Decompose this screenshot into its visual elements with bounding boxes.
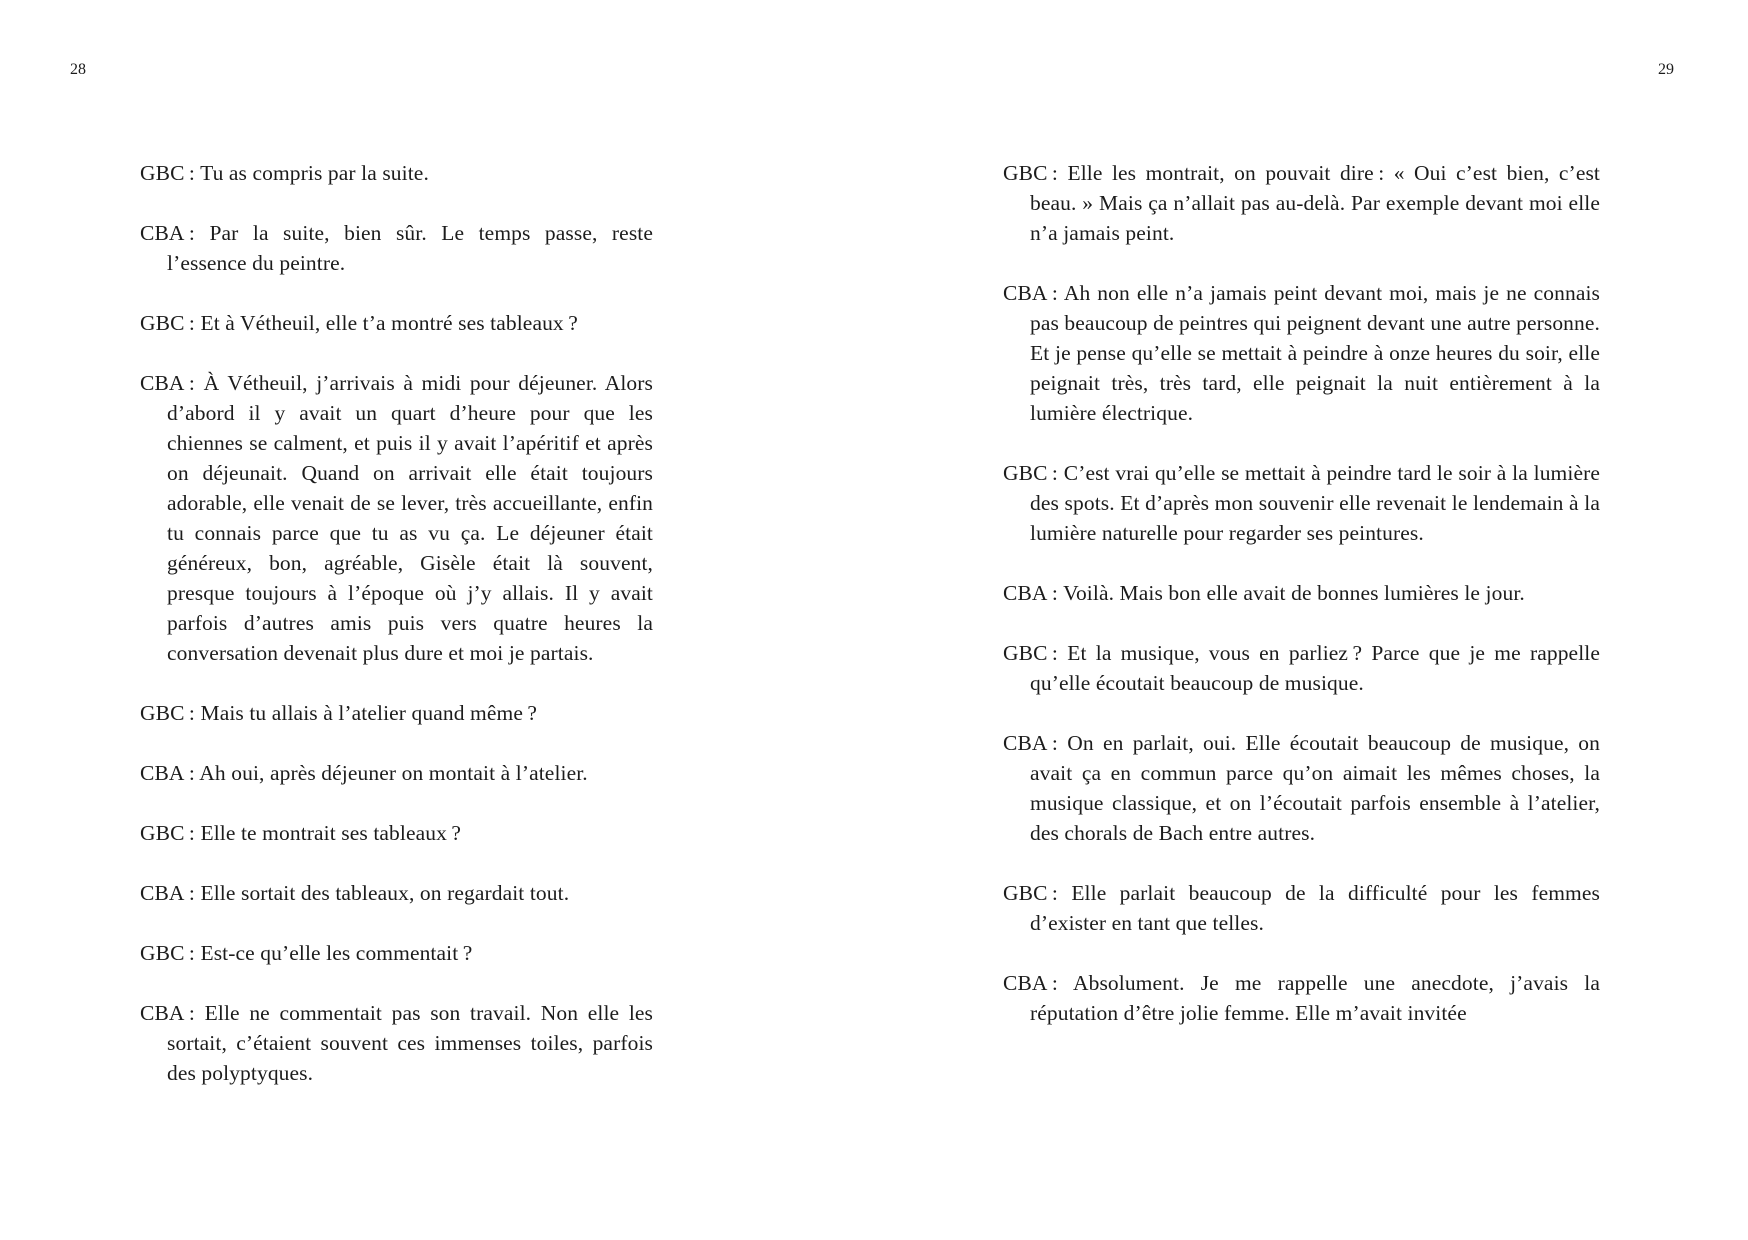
dialogue-paragraph [140,878,653,908]
dialogue-text: Elle parlait beaucoup de la difficulté pour les femmes d’exister en tant que telles. [1030,881,1600,935]
page-left-text-block [140,158,653,1088]
dialogue-paragraph [1003,278,1600,428]
dialogue-text: Ah oui, après déjeuner on montait à l’atelier. [199,761,588,785]
dialogue-paragraph [1003,638,1600,698]
dialogue-text: À Vétheuil, j’arrivais à midi pour déjeuner. Alors d’abord il y avait un quart d’heure pour que les chiennes se calment, et puis il y avait l’apéritif et après on déjeunait. Quand on arrivait elle était toujours adorable, elle venait de se lever, très accueillante, enfin tu connais parce que tu as vu ça. Le déjeuner était généreux, bon, agréable, Gisèle était là souvent, presque toujours à l’époque où j’y allais. Il y avait parfois d’autres amis puis vers quatre heures la conversation devenait plus dure et moi je partais. [167,371,654,665]
dialogue-paragraph [140,368,653,668]
speaker-label: CBA : [1003,731,1058,755]
speaker-label: GBC : [140,161,195,185]
dialogue-paragraph [140,218,653,278]
dialogue-text: Elle te montrait ses tableaux ? [200,821,462,845]
speaker-label: CBA : [1003,971,1058,995]
dialogue-text: Par la suite, bien sûr. Le temps passe, reste l’essence du peintre. [167,221,654,275]
speaker-label: GBC : [140,311,195,335]
speaker-label: GBC : [1003,161,1058,185]
speaker-label: CBA : [1003,281,1058,305]
dialogue-text: On en parlait, oui. Elle écoutait beaucoup de musique, on avait ça en commun parce qu’on aimait les mêmes choses, la musique classique, et on l’écoutait parfois ensemble à l’atelier, des chorals de Bach entre autres. [1030,731,1600,845]
speaker-label: CBA : [140,221,195,245]
page-number-right: 29 [1658,61,1674,78]
dialogue-text: Est-ce qu’elle les commentait ? [200,941,473,965]
dialogue-paragraph [1003,878,1600,938]
dialogue-paragraph [140,998,653,1088]
dialogue-text: C’est vrai qu’elle se mettait à peindre tard le soir à la lumière des spots. Et d’après mon souvenir elle revenait le lendemain à la lumière naturelle pour regarder ses peintures. [1030,461,1600,545]
speaker-label: CBA : [140,1001,195,1025]
dialogue-text: Et à Vétheuil, elle t’a montré ses tableaux ? [200,311,578,335]
speaker-label: CBA : [140,371,195,395]
dialogue-paragraph [1003,158,1600,248]
speaker-label: GBC : [1003,881,1058,905]
speaker-label: CBA : [1003,581,1058,605]
dialogue-text: Elle ne commentait pas son travail. Non elle les sortait, c’étaient souvent ces immenses toiles, parfois des polyptyques. [167,1001,653,1085]
dialogue-paragraph [140,698,653,728]
dialogue-paragraph [140,758,653,788]
dialogue-paragraph [1003,968,1600,1028]
dialogue-text: Tu as compris par la suite. [200,161,429,185]
dialogue-text: Et la musique, vous en parliez ? Parce que je me rappelle qu’elle écoutait beaucoup de musique. [1030,641,1600,695]
dialogue-text: Elle les montrait, on pouvait dire : « Oui c’est bien, c’est beau. » Mais ça n’allait pas au-delà. Par exemple devant moi elle n’a jamais peint. [1030,161,1601,245]
dialogue-text: Elle sortait des tableaux, on regardait tout. [200,881,570,905]
page-number-left: 28 [70,61,86,78]
speaker-label: GBC : [140,701,195,725]
dialogue-text: Mais tu allais à l’atelier quand même ? [200,701,538,725]
speaker-label: GBC : [1003,461,1058,485]
speaker-label: CBA : [140,761,195,785]
dialogue-paragraph [140,308,653,338]
page-right-text-block [1003,158,1600,1028]
dialogue-text: Ah non elle n’a jamais peint devant moi, mais je ne connais pas beaucoup de peintres qui peignent devant une autre personne. Et je pense qu’elle se mettait à peindre à onze heures du soir, elle peignait très, très tard, elle peignait la nuit entièrement à la lumière électrique. [1030,281,1600,425]
dialogue-paragraph [140,938,653,968]
speaker-label: GBC : [1003,641,1058,665]
speaker-label: GBC : [140,821,195,845]
dialogue-paragraph [1003,728,1600,848]
dialogue-paragraph [1003,458,1600,548]
dialogue-text: Absolument. Je me rappelle une anecdote, j’avais la réputation d’être jolie femme. Elle m’avait invitée [1030,971,1600,1025]
dialogue-text: Voilà. Mais bon elle avait de bonnes lumières le jour. [1063,581,1525,605]
speaker-label: GBC : [140,941,195,965]
dialogue-paragraph [1003,578,1600,608]
dialogue-paragraph [140,158,653,188]
speaker-label: CBA : [140,881,195,905]
dialogue-paragraph [140,818,653,848]
